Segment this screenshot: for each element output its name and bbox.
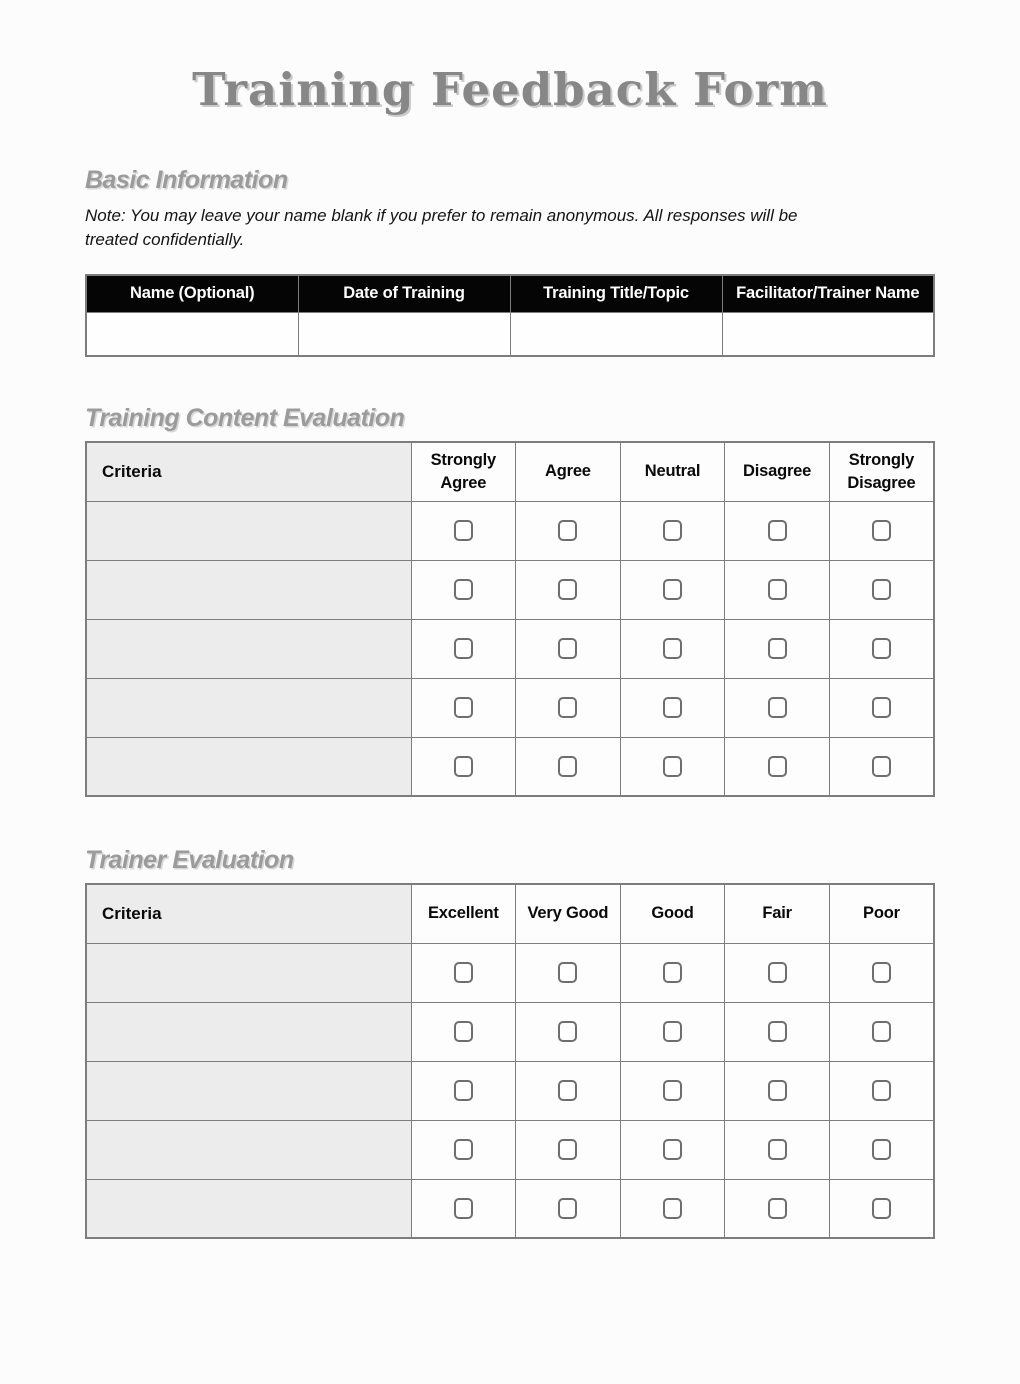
- section-heading-training-content-evaluation: Training Content Evaluation: [85, 404, 405, 433]
- rating-column-header: Neutral: [620, 442, 725, 501]
- anonymity-note: Note: You may leave your name blank if you prefer to remain anonymous. All responses will be treated confidentially.: [85, 205, 798, 250]
- checkbox-cell: [829, 737, 934, 796]
- checkbox-cell: [620, 619, 725, 678]
- checkbox-cell: [411, 1120, 516, 1179]
- checkbox[interactable]: [454, 579, 473, 600]
- section-heading-basic-information: Basic Information: [85, 165, 288, 194]
- checkbox[interactable]: [454, 697, 473, 718]
- checkbox-cell: [725, 501, 830, 560]
- rating-column-header: Very Good: [516, 884, 621, 943]
- criteria-cell[interactable]: [86, 1061, 411, 1120]
- checkbox-cell: [829, 1002, 934, 1061]
- checkbox-cell: [829, 678, 934, 737]
- checkbox[interactable]: [558, 962, 577, 983]
- checkbox-cell: [829, 501, 934, 560]
- checkbox-cell: [620, 1179, 725, 1238]
- rating-column-header: Excellent: [411, 884, 516, 943]
- checkbox[interactable]: [768, 1139, 787, 1160]
- trainer-evaluation-table: [85, 883, 935, 1239]
- criteria-cell[interactable]: [86, 619, 411, 678]
- checkbox[interactable]: [558, 520, 577, 541]
- rating-column-header: Good: [620, 884, 725, 943]
- table-row: [86, 1002, 934, 1061]
- rating-column-header: Fair: [725, 884, 830, 943]
- table-row: [86, 560, 934, 619]
- checkbox[interactable]: [872, 1139, 891, 1160]
- checkbox-cell: [516, 619, 621, 678]
- section-basic-information: [85, 166, 935, 357]
- checkbox[interactable]: [663, 1021, 682, 1042]
- table-row: [86, 1120, 934, 1179]
- checkbox[interactable]: [768, 1198, 787, 1219]
- table-row: [86, 943, 934, 1002]
- checkbox-cell: [411, 943, 516, 1002]
- checkbox[interactable]: [663, 579, 682, 600]
- checkbox-cell: [829, 560, 934, 619]
- checkbox[interactable]: [872, 1021, 891, 1042]
- checkbox-cell: [829, 1120, 934, 1179]
- column-header: Facilitator/Trainer Name: [722, 275, 934, 312]
- checkbox[interactable]: [454, 1198, 473, 1219]
- table-row: [86, 678, 934, 737]
- checkbox-cell: [411, 619, 516, 678]
- basic-info-entry-row: [86, 312, 934, 356]
- checkbox-cell: [620, 560, 725, 619]
- checkbox[interactable]: [663, 1139, 682, 1160]
- checkbox[interactable]: [872, 638, 891, 659]
- checkbox[interactable]: [454, 1139, 473, 1160]
- checkbox[interactable]: [663, 962, 682, 983]
- checkbox[interactable]: [768, 1021, 787, 1042]
- input-cell[interactable]: [510, 312, 722, 356]
- table-row: [86, 619, 934, 678]
- column-header: Date of Training: [298, 275, 510, 312]
- document-page: [0, 64, 1020, 1384]
- table-row: [86, 737, 934, 796]
- checkbox[interactable]: [454, 520, 473, 541]
- checkbox-cell: [411, 501, 516, 560]
- input-cell[interactable]: [298, 312, 510, 356]
- checkbox-cell: [411, 1002, 516, 1061]
- trainer_eval-header-row: [86, 884, 934, 943]
- checkbox[interactable]: [872, 520, 891, 541]
- rating-column-header: Disagree: [725, 442, 830, 501]
- checkbox[interactable]: [663, 756, 682, 777]
- checkbox[interactable]: [454, 962, 473, 983]
- checkbox[interactable]: [558, 756, 577, 777]
- criteria-cell[interactable]: [86, 1179, 411, 1238]
- section-trainer-evaluation: [85, 846, 935, 1239]
- checkbox[interactable]: [768, 756, 787, 777]
- checkbox-cell: [516, 560, 621, 619]
- checkbox-cell: [516, 737, 621, 796]
- checkbox-cell: [829, 1061, 934, 1120]
- checkbox-cell: [620, 678, 725, 737]
- criteria-cell[interactable]: [86, 560, 411, 619]
- checkbox[interactable]: [663, 697, 682, 718]
- checkbox-cell: [411, 1179, 516, 1238]
- checkbox[interactable]: [768, 579, 787, 600]
- checkbox[interactable]: [872, 579, 891, 600]
- section-training-content-evaluation: [85, 404, 935, 797]
- criteria-cell[interactable]: [86, 1120, 411, 1179]
- checkbox[interactable]: [872, 1080, 891, 1101]
- criteria-cell[interactable]: [86, 737, 411, 796]
- checkbox[interactable]: [768, 1080, 787, 1101]
- criteria-cell[interactable]: [86, 678, 411, 737]
- checkbox-cell: [725, 1179, 830, 1238]
- checkbox-cell: [620, 737, 725, 796]
- criteria-cell[interactable]: [86, 1002, 411, 1061]
- rating-column-header: Agree: [516, 442, 621, 501]
- checkbox-cell: [829, 619, 934, 678]
- rating-column-header: Strongly Agree: [411, 442, 516, 501]
- checkbox-cell: [516, 678, 621, 737]
- checkbox[interactable]: [768, 962, 787, 983]
- checkbox[interactable]: [663, 638, 682, 659]
- checkbox[interactable]: [663, 1198, 682, 1219]
- checkbox[interactable]: [558, 1139, 577, 1160]
- rating-column-header: Poor: [829, 884, 934, 943]
- checkbox-cell: [620, 501, 725, 560]
- checkbox-cell: [620, 1002, 725, 1061]
- checkbox-cell: [725, 1120, 830, 1179]
- page-title: Training Feedback Form: [192, 63, 828, 116]
- checkbox[interactable]: [663, 520, 682, 541]
- input-cell[interactable]: [86, 312, 298, 356]
- checkbox-cell: [411, 1061, 516, 1120]
- checkbox-cell: [516, 501, 621, 560]
- basic-info-header-row: [86, 275, 934, 312]
- section-heading-trainer-evaluation: Trainer Evaluation: [85, 846, 294, 875]
- checkbox[interactable]: [558, 697, 577, 718]
- checkbox-cell: [620, 1120, 725, 1179]
- checkbox[interactable]: [768, 697, 787, 718]
- checkbox[interactable]: [558, 579, 577, 600]
- checkbox-cell: [516, 1002, 621, 1061]
- checkbox-cell: [725, 560, 830, 619]
- checkbox-cell: [829, 1179, 934, 1238]
- checkbox[interactable]: [663, 1080, 682, 1101]
- checkbox[interactable]: [768, 638, 787, 659]
- checkbox-cell: [411, 678, 516, 737]
- checkbox-cell: [725, 678, 830, 737]
- checkbox[interactable]: [454, 1080, 473, 1101]
- checkbox-cell: [620, 943, 725, 1002]
- checkbox[interactable]: [454, 638, 473, 659]
- checkbox-cell: [516, 1120, 621, 1179]
- checkbox-cell: [411, 560, 516, 619]
- column-header: Name (Optional): [86, 275, 298, 312]
- checkbox-cell: [725, 1002, 830, 1061]
- table-row: [86, 501, 934, 560]
- rating-column-header: Strongly Disagree: [829, 442, 934, 501]
- column-header: Training Title/Topic: [510, 275, 722, 312]
- checkbox-cell: [829, 943, 934, 1002]
- checkbox[interactable]: [558, 1198, 577, 1219]
- checkbox[interactable]: [558, 638, 577, 659]
- checkbox-cell: [516, 943, 621, 1002]
- table-row: [86, 1061, 934, 1120]
- checkbox[interactable]: [768, 520, 787, 541]
- checkbox[interactable]: [872, 962, 891, 983]
- checkbox[interactable]: [872, 697, 891, 718]
- checkbox[interactable]: [454, 756, 473, 777]
- checkbox[interactable]: [558, 1080, 577, 1101]
- basic-information-table: [85, 274, 935, 357]
- checkbox-cell: [516, 1179, 621, 1238]
- criteria-column-header: Criteria: [86, 442, 411, 501]
- checkbox[interactable]: [454, 1021, 473, 1042]
- checkbox-cell: [516, 1061, 621, 1120]
- content_eval-header-row: [86, 442, 934, 501]
- criteria-cell[interactable]: [86, 501, 411, 560]
- checkbox-cell: [725, 1061, 830, 1120]
- criteria-cell[interactable]: [86, 943, 411, 1002]
- training-content-evaluation-table: [85, 441, 935, 797]
- checkbox-cell: [725, 943, 830, 1002]
- table-row: [86, 1179, 934, 1238]
- checkbox-cell: [620, 1061, 725, 1120]
- criteria-column-header: Criteria: [86, 884, 411, 943]
- checkbox[interactable]: [558, 1021, 577, 1042]
- checkbox[interactable]: [872, 1198, 891, 1219]
- checkbox[interactable]: [872, 756, 891, 777]
- checkbox-cell: [411, 737, 516, 796]
- input-cell[interactable]: [722, 312, 934, 356]
- checkbox-cell: [725, 737, 830, 796]
- checkbox-cell: [725, 619, 830, 678]
